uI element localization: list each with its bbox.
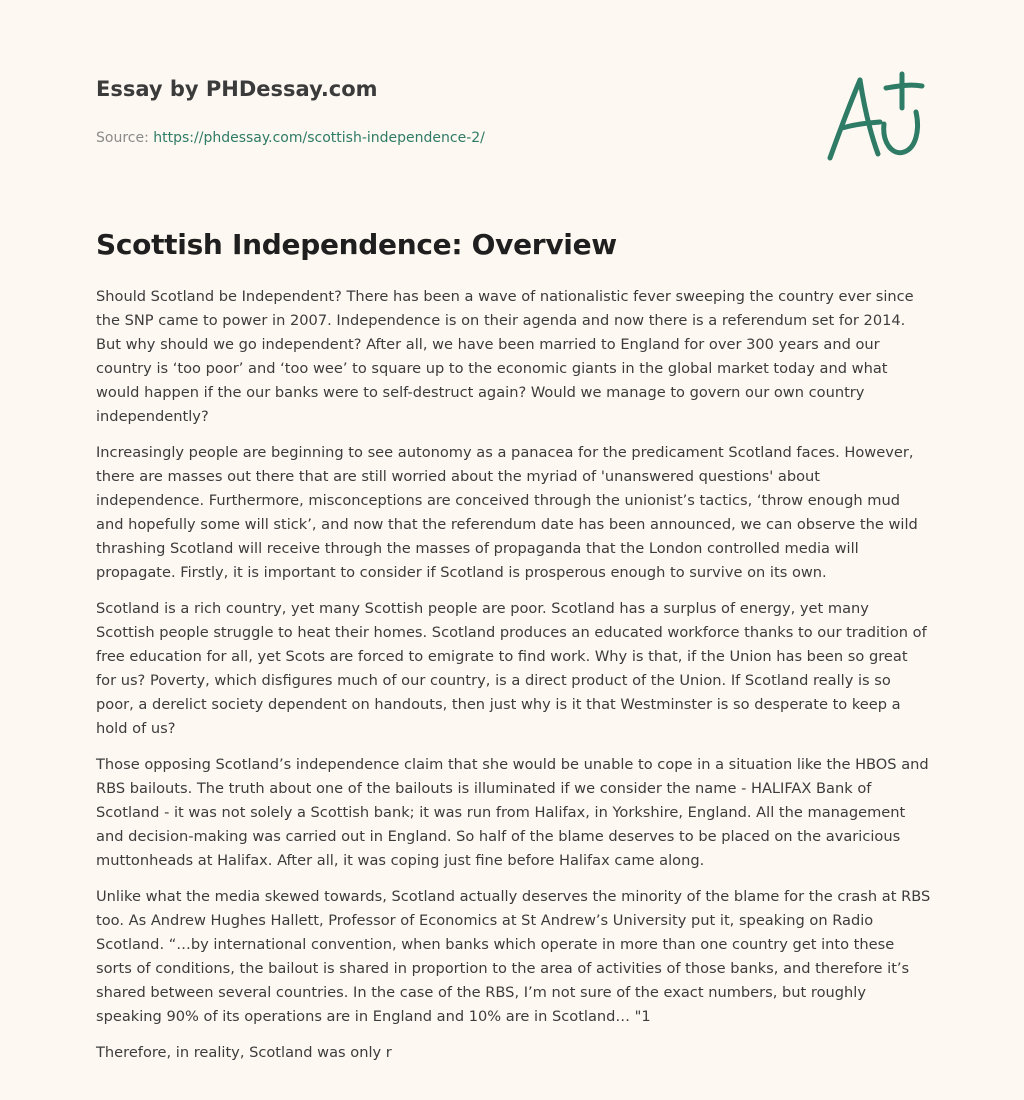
essay-paragraph: Those opposing Scotland’s independence claim that she would be unable to cope in a situation like the HBOS and RBS bailouts. The truth about one of the bailouts is illuminated if we consider the name - HALIFAX Bank of Scotland - it was not solely a Scottish bank; it was run from Halifax, in Yorkshire, England. All the management and decision-making was carried out in England. So half of the blame deserves to be placed on the avaricious muttonheads at Halifax. After all, it was coping just fine before Halifax came along.	[96, 756, 929, 869]
site-brand: Essay by PHDessay.com	[96, 77, 378, 101]
essay-paragraph: Should Scotland be Independent? There has been a wave of nationalistic fever sweeping the country ever since the SNP came to power in 2007. Independence is on their agenda and now there is a referendum set for 2014. But why should we go independent? After all, we have been married to England for over 300 years and our country is ‘too poor’ and ‘too wee’ to square up to the economic giants in the global market today and what would happen if the our banks were to self-destruct again? Would we manage to govern our own country independently?	[96, 288, 914, 425]
source-label: Source:	[96, 130, 149, 146]
essay-paragraph: Therefore, in reality, Scotland was only r	[96, 1044, 392, 1061]
a-plus-logo-icon	[820, 66, 930, 166]
essay-body	[96, 285, 932, 1077]
site-header	[96, 74, 796, 148]
source-line	[96, 128, 796, 148]
essay-paragraph: Increasingly people are beginning to see autonomy as a panacea for the predicament Scotland faces. However, there are masses out there that are still worried about the myriad of 'unanswered questions' about independence. Furthermore, misconceptions are conceived through the unionist’s tactics, ‘throw enough mud and hopefully some will stick’, and now that the referendum date has been announced, we can observe the wild thrashing Scotland will receive through the masses of propaganda that the London controlled media will propagate. Firstly, it is important to consider if Scotland is prosperous enough to survive on its own.	[96, 444, 918, 581]
essay-paragraph: Unlike what the media skewed towards, Scotland actually deserves the minority of the blame for the crash at RBS too. As Andrew Hughes Hallett, Professor of Economics at St Andrew’s University put it, speaking on Radio Scotland. “…by international convention, when banks which operate in more than one country get into these sorts of conditions, the bailout is shared in proportion to the area of activities of those banks, and therefore it’s shared between several countries. In the case of the RBS, I’m not sure of the exact numbers, but roughly speaking 90% of its operations are in England and 10% are in Scotland… "1	[96, 888, 931, 1025]
essay-paragraph: Scotland is a rich country, yet many Scottish people are poor. Scotland has a surplus of energy, yet many Scottish people struggle to heat their homes. Scotland produces an educated workforce thanks to our tradition of free education for all, yet Scots are forced to emigrate to find work. Why is that, if the Union has been so great for us? Poverty, which disfigures much of our country, is a direct product of the Union. If Scotland really is so poor, a derelict society dependent on handouts, then just why is it that Westminster is so desperate to keep a hold of us?	[96, 600, 927, 737]
source-link[interactable]: https://phdessay.com/scottish-independence-2/	[153, 130, 485, 146]
essay-title: Scottish Independence: Overview	[96, 228, 617, 261]
